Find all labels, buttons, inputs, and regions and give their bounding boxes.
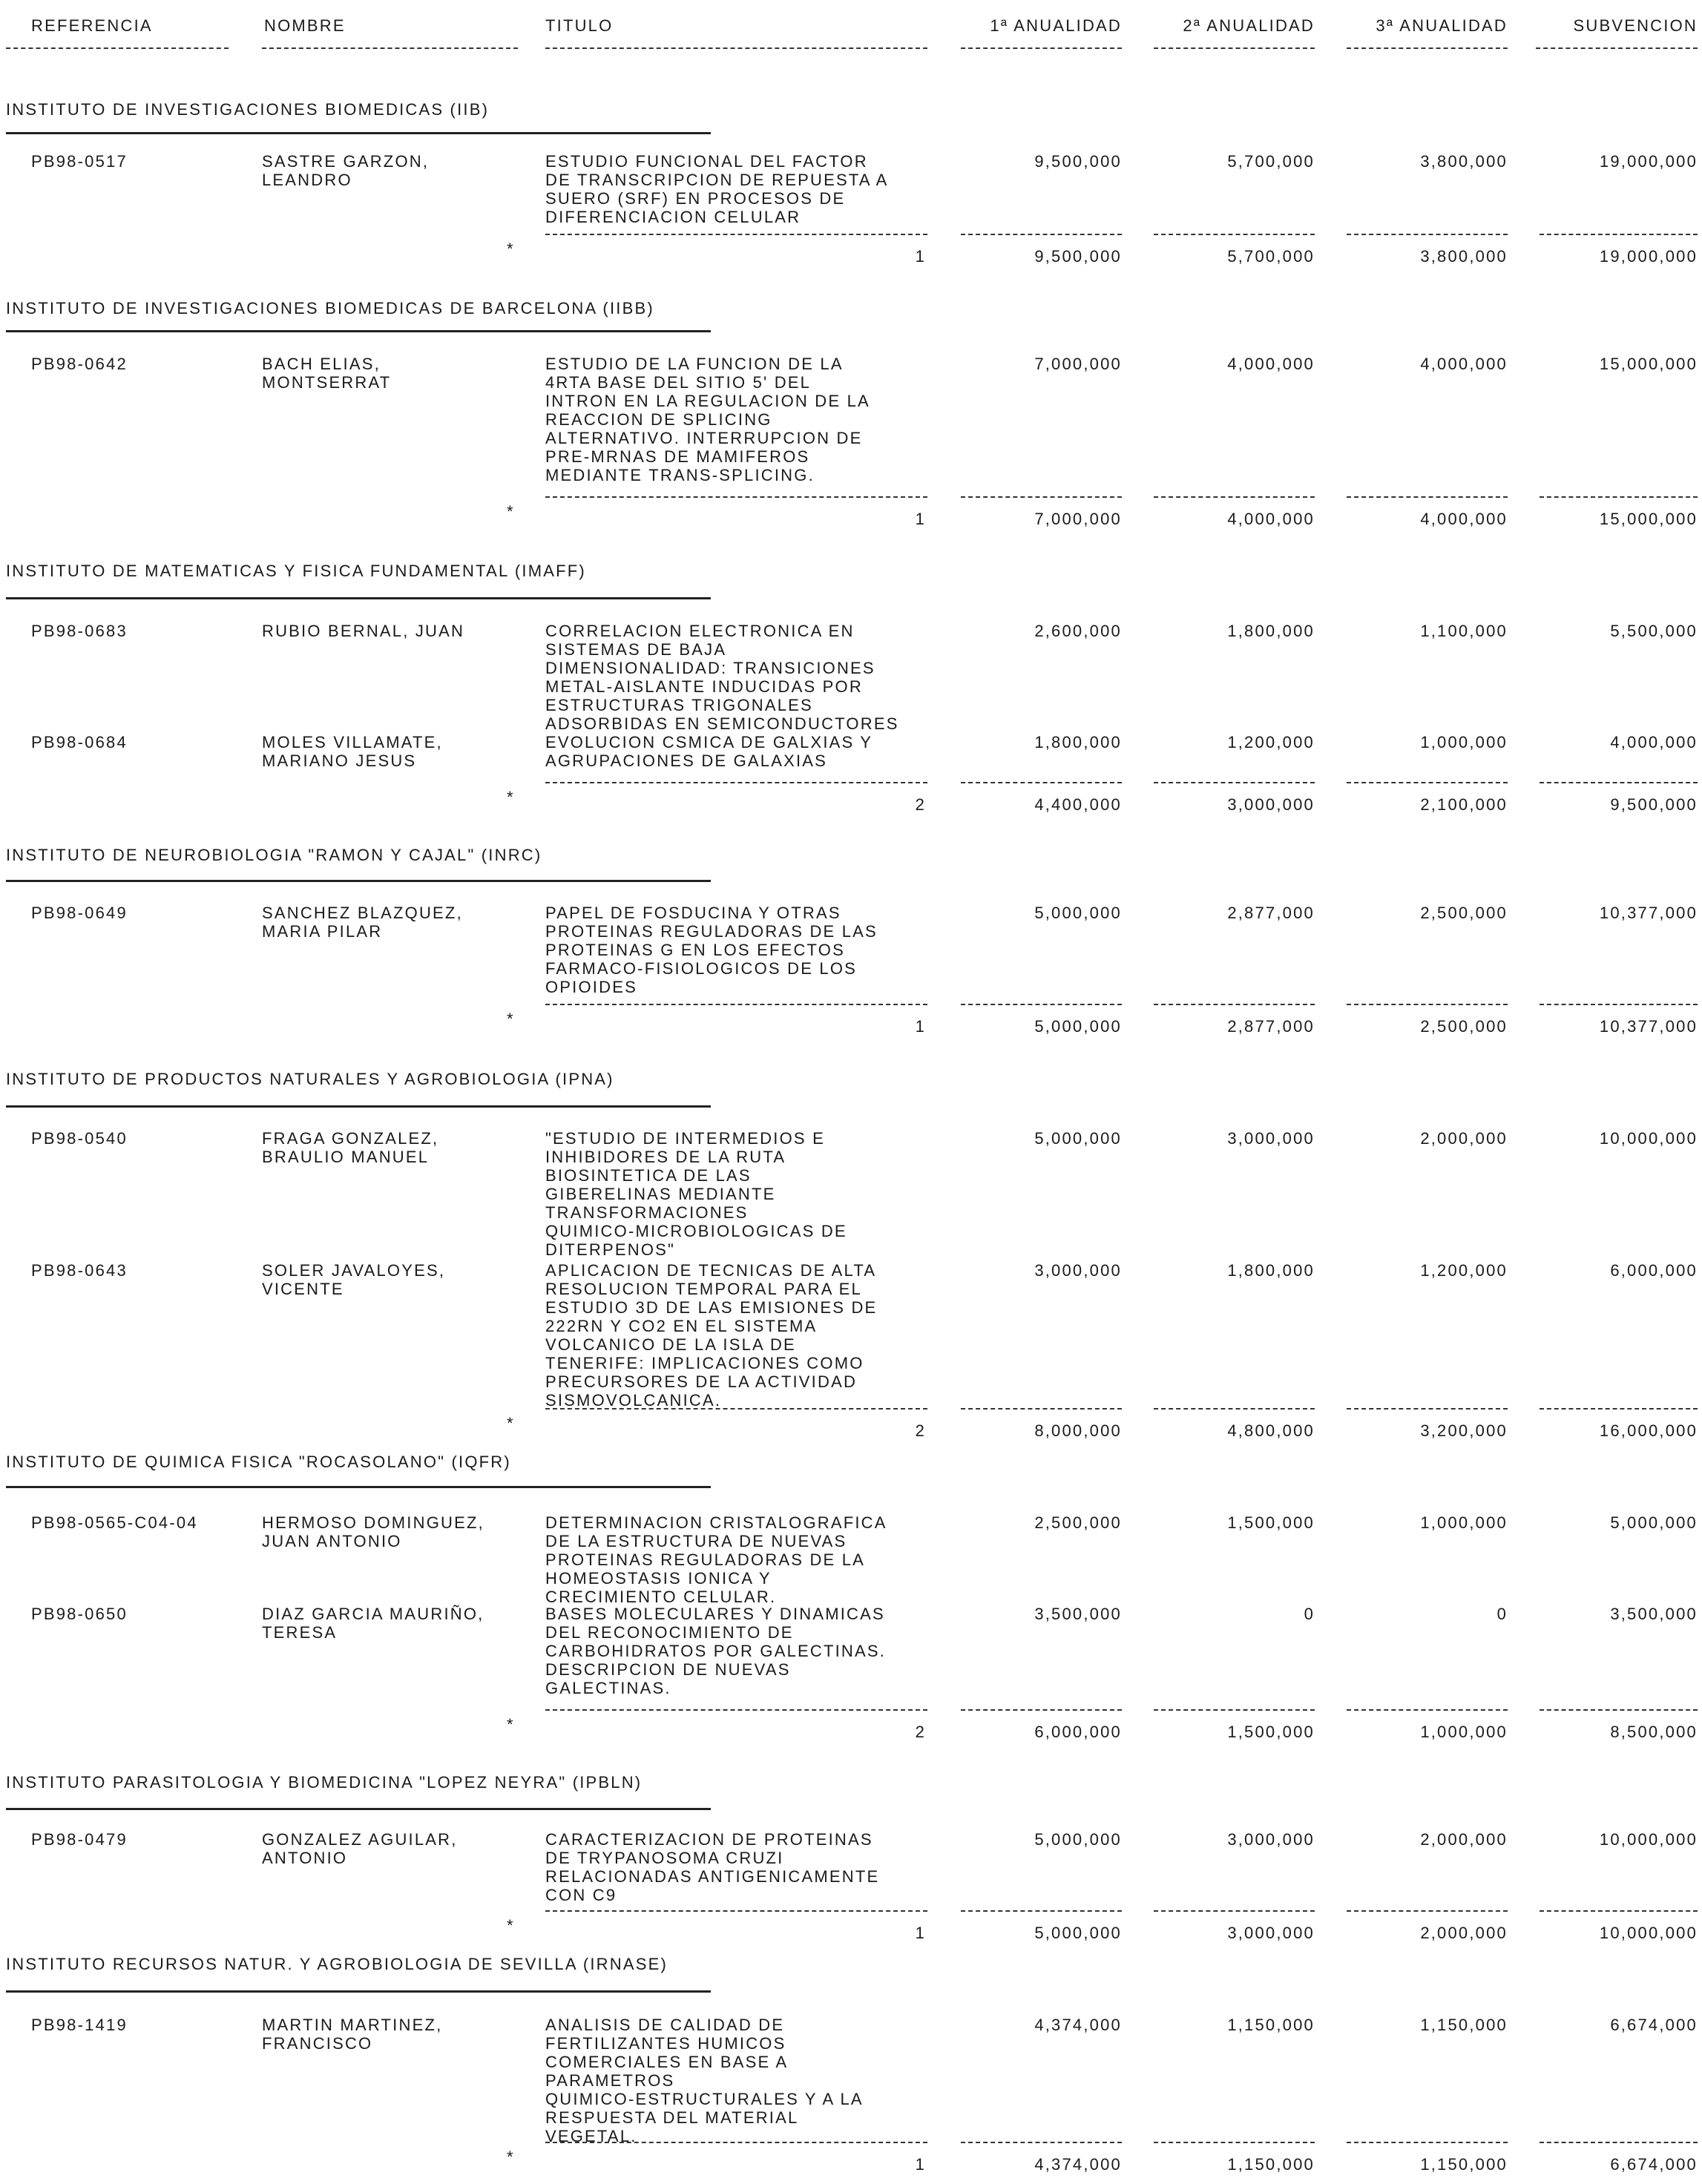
total-separator	[1154, 1408, 1315, 1410]
amount-a3: 2,500,000	[1420, 904, 1508, 922]
project-title: "ESTUDIO DE INTERMEDIOS E INHIBIDORES DE LA RUTA BIOSINTETICA DE LAS GIBERELINAS MEDIANTE TRANSFORMACIONES QUIMICO-MICROBIOLOGICAS DE DITERPENOS"	[545, 1129, 847, 1259]
total-separator	[1540, 1004, 1698, 1005]
amount-a2: 3,000,000	[1227, 1830, 1315, 1849]
total-separator	[1154, 1910, 1315, 1912]
amount-a2: 1,500,000	[1227, 1513, 1315, 1532]
total-a3: 2,100,000	[1420, 795, 1508, 814]
total-a2: 5,700,000	[1227, 247, 1315, 266]
researcher-name: HERMOSO DOMINGUEZ, JUAN ANTONIO	[262, 1513, 484, 1550]
researcher-name: SOLER JAVALOYES, VICENTE	[262, 1261, 446, 1298]
total-sub: 19,000,000	[1599, 247, 1698, 266]
total-separator	[1154, 782, 1315, 783]
researcher-name: SANCHEZ BLAZQUEZ, MARIA PILAR	[262, 904, 463, 941]
amount-a1: 9,500,000	[1034, 152, 1122, 171]
total-separator	[545, 496, 927, 498]
total-separator	[1154, 234, 1315, 235]
total-separator	[961, 496, 1122, 498]
total-a1: 7,000,000	[1034, 510, 1122, 528]
total-separator	[1347, 782, 1508, 783]
total-a1: 4,374,000	[1034, 2155, 1122, 2174]
institute-heading: INSTITUTO DE QUIMICA FISICA "ROCASOLANO" (IQFR)	[6, 1453, 511, 1471]
amount-a3: 4,000,000	[1420, 355, 1508, 373]
researcher-name: MOLES VILLAMATE, MARIANO JESUS	[262, 733, 443, 770]
project-title: ANALISIS DE CALIDAD DE FERTILIZANTES HUMICOS COMERCIALES EN BASE A PARAMETROS QUIMICO-ESTRUCTURALES Y A LA RESPUESTA DEL MATERIAL VEGETAL.	[545, 2016, 864, 2145]
total-asterisk: *	[507, 2148, 515, 2166]
project-title: CORRELACION ELECTRONICA EN SISTEMAS DE BAJA DIMENSIONALIDAD: TRANSICIONES METAL-AISLANTE INDUCIDAS POR ESTRUCTURAS TRIGONALES ADSORBIDAS EN SEMICONDUCTORES	[545, 622, 899, 733]
header-anualidad-1: 1ª ANUALIDAD	[990, 16, 1122, 35]
header-titulo: TITULO	[545, 16, 614, 35]
total-separator	[961, 1910, 1122, 1912]
amount-a3: 1,100,000	[1420, 622, 1508, 640]
amount-sub: 19,000,000	[1599, 152, 1698, 171]
amount-a3: 1,150,000	[1420, 2016, 1508, 2034]
amount-sub: 6,674,000	[1610, 2016, 1698, 2034]
institute-rule	[6, 1105, 711, 1108]
project-title: PAPEL DE FOSDUCINA Y OTRAS PROTEINAS REGULADORAS DE LAS PROTEINAS G EN LOS EFECTOS FARMACO-FISIOLOGICOS DE LOS OPIOIDES	[545, 904, 878, 996]
amount-a3: 3,800,000	[1420, 152, 1508, 171]
total-sub: 8,500,000	[1610, 1723, 1698, 1741]
total-sub: 10,377,000	[1599, 1017, 1698, 1036]
researcher-name: BACH ELIAS, MONTSERRAT	[262, 355, 392, 392]
amount-a1: 4,374,000	[1034, 2016, 1122, 2034]
total-separator	[1347, 496, 1508, 498]
total-a1: 6,000,000	[1034, 1723, 1122, 1741]
total-separator	[1540, 496, 1698, 498]
amount-sub: 10,000,000	[1599, 1830, 1698, 1849]
amount-sub: 10,377,000	[1599, 904, 1698, 922]
header-underline	[545, 47, 927, 49]
researcher-name: MARTIN MARTINEZ, FRANCISCO	[262, 2016, 443, 2053]
institute-heading: INSTITUTO DE INVESTIGACIONES BIOMEDICAS DE BARCELONA (IIBB)	[6, 299, 654, 318]
amount-a3: 1,000,000	[1420, 733, 1508, 751]
total-a1: 4,400,000	[1034, 795, 1122, 814]
total-a2: 1,150,000	[1227, 2155, 1315, 2174]
total-asterisk: *	[507, 1715, 515, 1734]
total-separator	[1540, 782, 1698, 783]
amount-a2: 1,800,000	[1227, 622, 1315, 640]
amount-a3: 2,000,000	[1420, 1129, 1508, 1148]
total-a2: 4,000,000	[1227, 510, 1315, 528]
institute-heading: INSTITUTO DE INVESTIGACIONES BIOMEDICAS (IIB)	[6, 100, 490, 119]
total-separator	[1347, 1408, 1508, 1410]
amount-a2: 3,000,000	[1227, 1129, 1315, 1148]
institute-rule	[6, 1808, 711, 1810]
total-separator	[1347, 1910, 1508, 1912]
project-count: 1	[915, 247, 926, 266]
total-a2: 1,500,000	[1227, 1723, 1315, 1741]
total-separator	[961, 1408, 1122, 1410]
total-a1: 9,500,000	[1034, 247, 1122, 266]
institute-heading: INSTITUTO DE NEUROBIOLOGIA "RAMON Y CAJAL" (INRC)	[6, 846, 542, 864]
amount-sub: 15,000,000	[1599, 355, 1698, 373]
amount-a2: 1,800,000	[1227, 1261, 1315, 1280]
amount-a2: 1,200,000	[1227, 733, 1315, 751]
total-asterisk: *	[507, 788, 515, 806]
amount-a2: 4,000,000	[1227, 355, 1315, 373]
amount-a1: 5,000,000	[1034, 1129, 1122, 1148]
project-title: BASES MOLECULARES Y DINAMICAS DEL RECONOCIMIENTO DE CARBOHIDRATOS POR GALECTINAS. DESCRIPCION DE NUEVAS GALECTINAS.	[545, 1605, 887, 1697]
amount-a1: 1,800,000	[1034, 733, 1122, 751]
total-separator	[961, 234, 1122, 235]
total-sub: 15,000,000	[1599, 510, 1698, 528]
institute-rule	[6, 132, 711, 134]
total-a2: 4,800,000	[1227, 1421, 1315, 1440]
institute-rule	[6, 1990, 711, 1993]
total-sub: 16,000,000	[1599, 1421, 1698, 1440]
total-a1: 8,000,000	[1034, 1421, 1122, 1440]
amount-sub: 10,000,000	[1599, 1129, 1698, 1148]
total-asterisk: *	[507, 1010, 515, 1028]
amount-a1: 5,000,000	[1034, 1830, 1122, 1849]
total-sub: 10,000,000	[1599, 1924, 1698, 1942]
amount-a1: 3,500,000	[1034, 1605, 1122, 1623]
project-title: EVOLUCION CSMICA DE GALXIAS Y AGRUPACIONES DE GALAXIAS	[545, 733, 873, 770]
total-a2: 3,000,000	[1227, 1924, 1315, 1942]
total-a3: 1,000,000	[1420, 1723, 1508, 1741]
total-a2: 3,000,000	[1227, 795, 1315, 814]
total-a1: 5,000,000	[1034, 1924, 1122, 1942]
header-anualidad-2: 2ª ANUALIDAD	[1183, 16, 1315, 35]
amount-a2: 0	[1304, 1605, 1315, 1623]
project-reference: PB98-0683	[31, 622, 128, 640]
header-underline	[1154, 47, 1315, 49]
project-reference: PB98-0649	[31, 904, 128, 922]
total-separator	[1540, 1408, 1698, 1410]
amount-sub: 5,000,000	[1610, 1513, 1698, 1532]
institute-rule	[6, 330, 711, 332]
amount-sub: 6,000,000	[1610, 1261, 1698, 1280]
total-separator	[545, 1709, 927, 1711]
total-separator	[545, 1910, 927, 1912]
project-reference: PB98-0517	[31, 152, 128, 171]
researcher-name: RUBIO BERNAL, JUAN	[262, 622, 465, 640]
total-separator	[545, 1004, 927, 1005]
total-separator	[1154, 2142, 1315, 2143]
total-separator	[1540, 234, 1698, 235]
total-separator	[961, 782, 1122, 783]
total-separator	[961, 1004, 1122, 1005]
header-underline	[262, 47, 518, 49]
total-sub: 6,674,000	[1610, 2155, 1698, 2174]
amount-sub: 5,500,000	[1610, 622, 1698, 640]
amount-a1: 7,000,000	[1034, 355, 1122, 373]
total-separator	[545, 1408, 927, 1410]
total-asterisk: *	[507, 1916, 515, 1935]
project-title: ESTUDIO FUNCIONAL DEL FACTOR DE TRANSCRIPCION DE REPUESTA A SUERO (SRF) EN PROCESOS DE DIFERENCIACION CELULAR	[545, 152, 889, 226]
project-count: 2	[915, 1421, 926, 1440]
total-separator	[1347, 234, 1508, 235]
total-separator	[1540, 1910, 1698, 1912]
amount-a2: 2,877,000	[1227, 904, 1315, 922]
institute-heading: INSTITUTO DE MATEMATICAS Y FISICA FUNDAMENTAL (IMAFF)	[6, 562, 586, 580]
project-count: 1	[915, 1924, 926, 1942]
project-reference: PB98-0565-C04-04	[31, 1513, 198, 1532]
project-reference: PB98-0642	[31, 355, 128, 373]
header-nombre: NOMBRE	[264, 16, 346, 35]
total-separator	[545, 234, 927, 235]
researcher-name: FRAGA GONZALEZ, BRAULIO MANUEL	[262, 1129, 439, 1166]
project-count: 1	[915, 1017, 926, 1036]
header-referencia: REFERENCIA	[31, 16, 153, 35]
amount-a2: 5,700,000	[1227, 152, 1315, 171]
total-a3: 2,500,000	[1420, 1017, 1508, 1036]
header-underline	[1347, 47, 1508, 49]
institute-heading: INSTITUTO PARASITOLOGIA Y BIOMEDICINA "LOPEZ NEYRA" (IPBLN)	[6, 1773, 643, 1792]
project-title: DETERMINACION CRISTALOGRAFICA DE LA ESTRUCTURA DE NUEVAS PROTEINAS REGULADORAS DE LA HOMEOSTASIS IONICA Y CRECIMIENTO CELULAR.	[545, 1513, 887, 1606]
amount-sub: 3,500,000	[1610, 1605, 1698, 1623]
amount-a1: 2,500,000	[1034, 1513, 1122, 1532]
total-sub: 9,500,000	[1610, 795, 1698, 814]
total-separator	[1540, 1709, 1698, 1711]
project-title: CARACTERIZACION DE PROTEINAS DE TRYPANOSOMA CRUZI RELACIONADAS ANTIGENICAMENTE CON C9	[545, 1830, 880, 1904]
total-asterisk: *	[507, 240, 515, 258]
total-separator	[1347, 2142, 1508, 2143]
amount-a3: 2,000,000	[1420, 1830, 1508, 1849]
amount-a1: 3,000,000	[1034, 1261, 1122, 1280]
project-reference: PB98-0643	[31, 1261, 128, 1280]
total-asterisk: *	[507, 1414, 515, 1433]
header-underline	[6, 47, 229, 49]
total-asterisk: *	[507, 502, 515, 521]
project-reference: PB98-0650	[31, 1605, 128, 1623]
amount-a3: 1,200,000	[1420, 1261, 1508, 1280]
total-a1: 5,000,000	[1034, 1017, 1122, 1036]
total-separator	[1540, 2142, 1698, 2143]
amount-a1: 5,000,000	[1034, 904, 1122, 922]
total-separator	[545, 2142, 927, 2143]
institute-rule	[6, 597, 711, 599]
project-reference: PB98-0479	[31, 1830, 128, 1849]
amount-a3: 0	[1496, 1605, 1508, 1623]
researcher-name: DIAZ GARCIA MAURIÑO, TERESA	[262, 1605, 484, 1642]
header-underline	[1536, 47, 1698, 49]
project-count: 1	[915, 2155, 926, 2174]
project-reference: PB98-0540	[31, 1129, 128, 1148]
amount-a3: 1,000,000	[1420, 1513, 1508, 1532]
amount-sub: 4,000,000	[1610, 733, 1698, 751]
total-separator	[545, 782, 927, 783]
researcher-name: GONZALEZ AGUILAR, ANTONIO	[262, 1830, 458, 1867]
institute-rule	[6, 1486, 711, 1488]
project-reference: PB98-0684	[31, 733, 128, 751]
total-a3: 1,150,000	[1420, 2155, 1508, 2174]
project-count: 2	[915, 795, 926, 814]
amount-a2: 1,150,000	[1227, 2016, 1315, 2034]
total-separator	[1154, 1709, 1315, 1711]
project-title: ESTUDIO DE LA FUNCION DE LA 4RTA BASE DEL SITIO 5' DEL INTRON EN LA REGULACION DE LA REACCION DE SPLICING ALTERNATIVO. INTERRUPCION DE PRE-MRNAS DE MAMIFEROS MEDIANTE TRANS-SPLICING.	[545, 355, 870, 484]
total-a3: 3,800,000	[1420, 247, 1508, 266]
total-a3: 2,000,000	[1420, 1924, 1508, 1942]
project-count: 1	[915, 510, 926, 528]
total-separator	[1347, 1004, 1508, 1005]
header-underline	[961, 47, 1122, 49]
total-separator	[1154, 496, 1315, 498]
total-separator	[1154, 1004, 1315, 1005]
header-subvencion: SUBVENCION	[1573, 16, 1698, 35]
total-separator	[1347, 1709, 1508, 1711]
institute-heading: INSTITUTO RECURSOS NATUR. Y AGROBIOLOGIA DE SEVILLA (IRNASE)	[6, 1955, 668, 1973]
institute-heading: INSTITUTO DE PRODUCTOS NATURALES Y AGROBIOLOGIA (IPNA)	[6, 1070, 614, 1088]
total-a3: 4,000,000	[1420, 510, 1508, 528]
total-separator	[961, 2142, 1122, 2143]
amount-a1: 2,600,000	[1034, 622, 1122, 640]
project-reference: PB98-1419	[31, 2016, 128, 2034]
total-separator	[961, 1709, 1122, 1711]
header-anualidad-3: 3ª ANUALIDAD	[1376, 16, 1508, 35]
total-a3: 3,200,000	[1420, 1421, 1508, 1440]
institute-rule	[6, 880, 711, 882]
total-a2: 2,877,000	[1227, 1017, 1315, 1036]
project-title: APLICACION DE TECNICAS DE ALTA RESOLUCION TEMPORAL PARA EL ESTUDIO 3D DE LAS EMISIONES DE 222RN Y CO2 EN EL SISTEMA VOLCANICO DE LA ISLA DE TENERIFE: IMPLICACIONES COMO PRECURSORES DE LA ACTIVIDAD SISMOVOLCANICA.	[545, 1261, 878, 1410]
researcher-name: SASTRE GARZON, LEANDRO	[262, 152, 430, 189]
project-count: 2	[915, 1723, 926, 1741]
